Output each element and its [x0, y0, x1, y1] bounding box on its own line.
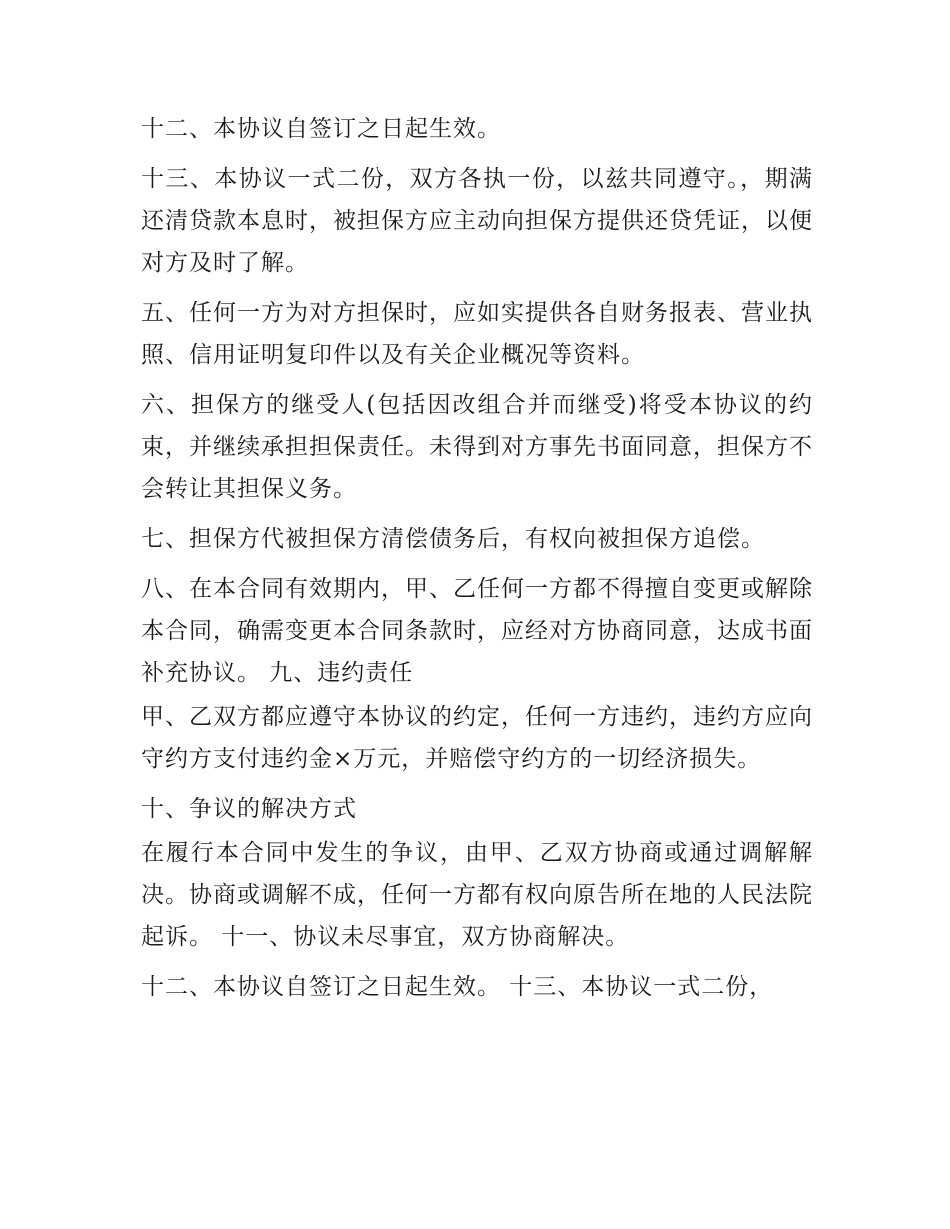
- paragraph-clause-12: 十二、本协议自签订之日起生效。: [141, 116, 501, 142]
- paragraph-clause-7: 七、担保方代被担保方清偿债务后，有权向被担保方追偿。: [141, 526, 765, 552]
- paragraph-dispute-resolution: 在履行本合同中发生的争议，由甲、乙双方协商或通过调解解决。协商或调解不成，任何一方都有权向原告所在地的人民法院起诉。 十一、协议未尽事宜，双方协商解决。: [141, 840, 813, 950]
- paragraph-clause-12-13: 十二、本协议自签订之日起生效。 十三、本协议一式二份，: [141, 974, 774, 1000]
- document-body: [141, 108, 813, 1016]
- paragraph-clause-6: 六、担保方的继受人(包括因改组合并而继受)将受本协议的约束，并继续承担担保责任。未得到对方事先书面同意，担保方不会转让其担保义务。: [141, 392, 813, 502]
- paragraph-clause-8: 八、在本合同有效期内，甲、乙任何一方都不得擅自变更或解除本合同，确需变更本合同条款时，应经对方协商同意，达成书面补充协议。 九、违约责任: [141, 576, 813, 686]
- paragraph-clause-13: 十三、本协议一式二份，双方各执一份，以兹共同遵守。，期满还清贷款本息时，被担保方应主动向担保方提供还贷凭证，以便对方及时了解。: [141, 166, 813, 276]
- paragraph-clause-10-heading: 十、争议的解决方式: [141, 796, 357, 822]
- paragraph-breach-liability: 甲、乙双方都应遵守本协议的约定，任何一方违约，违约方应向守约方支付违约金×万元，并赔偿守约方的一切经济损失。: [141, 704, 813, 772]
- paragraph-clause-5: 五、任何一方为对方担保时，应如实提供各自财务报表、营业执照、信用证明复印件以及有关企业概况等资料。: [141, 300, 813, 368]
